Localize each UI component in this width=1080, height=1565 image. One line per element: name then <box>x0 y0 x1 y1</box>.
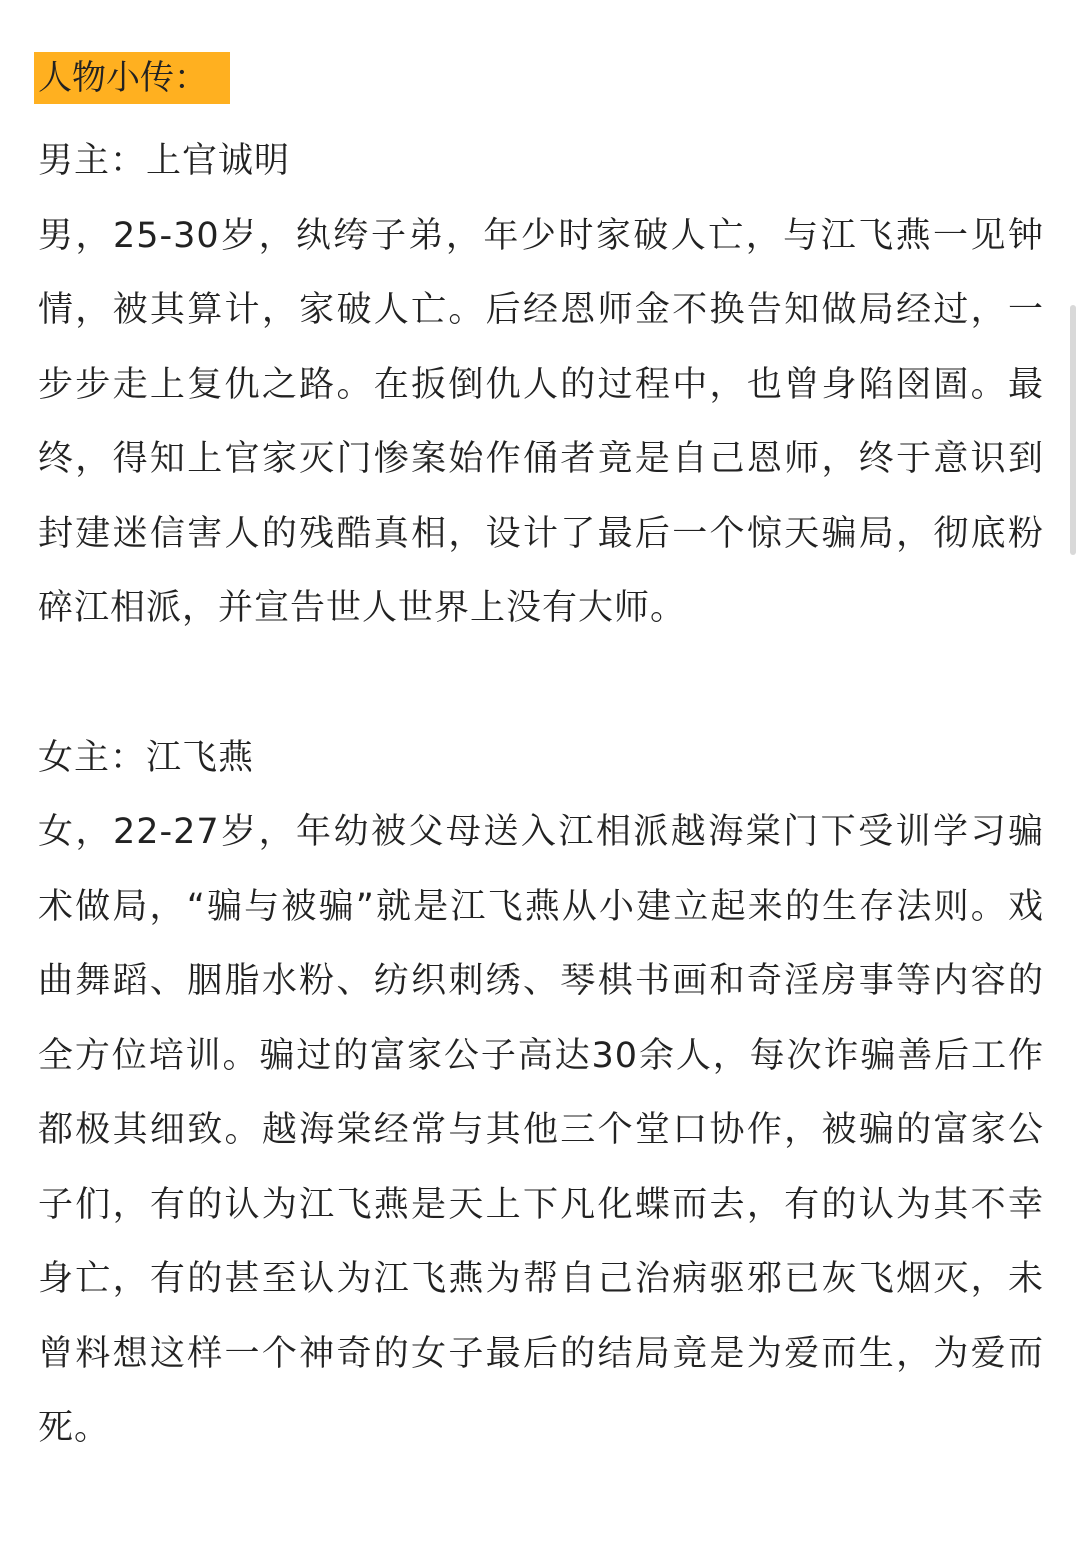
female-lead-heading: 女主：江飞燕 <box>38 737 255 778</box>
paragraph-spacer <box>38 646 1044 721</box>
scrollbar-thumb[interactable] <box>1070 305 1076 555</box>
male-lead-bio: 男，25-30岁，纨绔子弟，年少时家破人亡，与江飞燕一见钟情，被其算计，家破人亡。后经恩师金不换告知做局经过，一步步走上复仇之路。在扳倒仇人的过程中，也曾身陷囹圄。最终，得知上官家灭门惨案始作俑者竟是自己恩师，终于意识到封建迷信害人的残酷真相，设计了最后一个惊天骗局，彻底粉碎江相派，并宣告世人世界上没有大师。 <box>38 215 1044 628</box>
article-content <box>38 52 1044 1466</box>
section-title-highlight: 人物小传： <box>34 52 230 104</box>
male-lead-heading: 男主：上官诚明 <box>38 141 291 181</box>
female-lead-bio: 女，22-27岁，年幼被父母送入江相派越海棠门下受训学习骗术做局，“骗与被骗”就是江飞燕从小建立起来的生存法则。戏曲舞蹈、胭脂水粉、纺织刺绣、琴棋书画和奇淫房事等内容的全方位培训。骗过的富家公子高达30余人，每次诈骗善后工作都极其细致。越海棠经常与其他三个堂口协作，被骗的富家公子们，有的认为江飞燕是天上下凡化蝶而去，有的认为其不幸身亡，有的甚至认为江飞燕为帮自己治病驱邪已灰飞烟灭，未曾料想这样一个神奇的女子最后的结局竟是为爱而生，为爱而死。 <box>38 812 1044 1448</box>
